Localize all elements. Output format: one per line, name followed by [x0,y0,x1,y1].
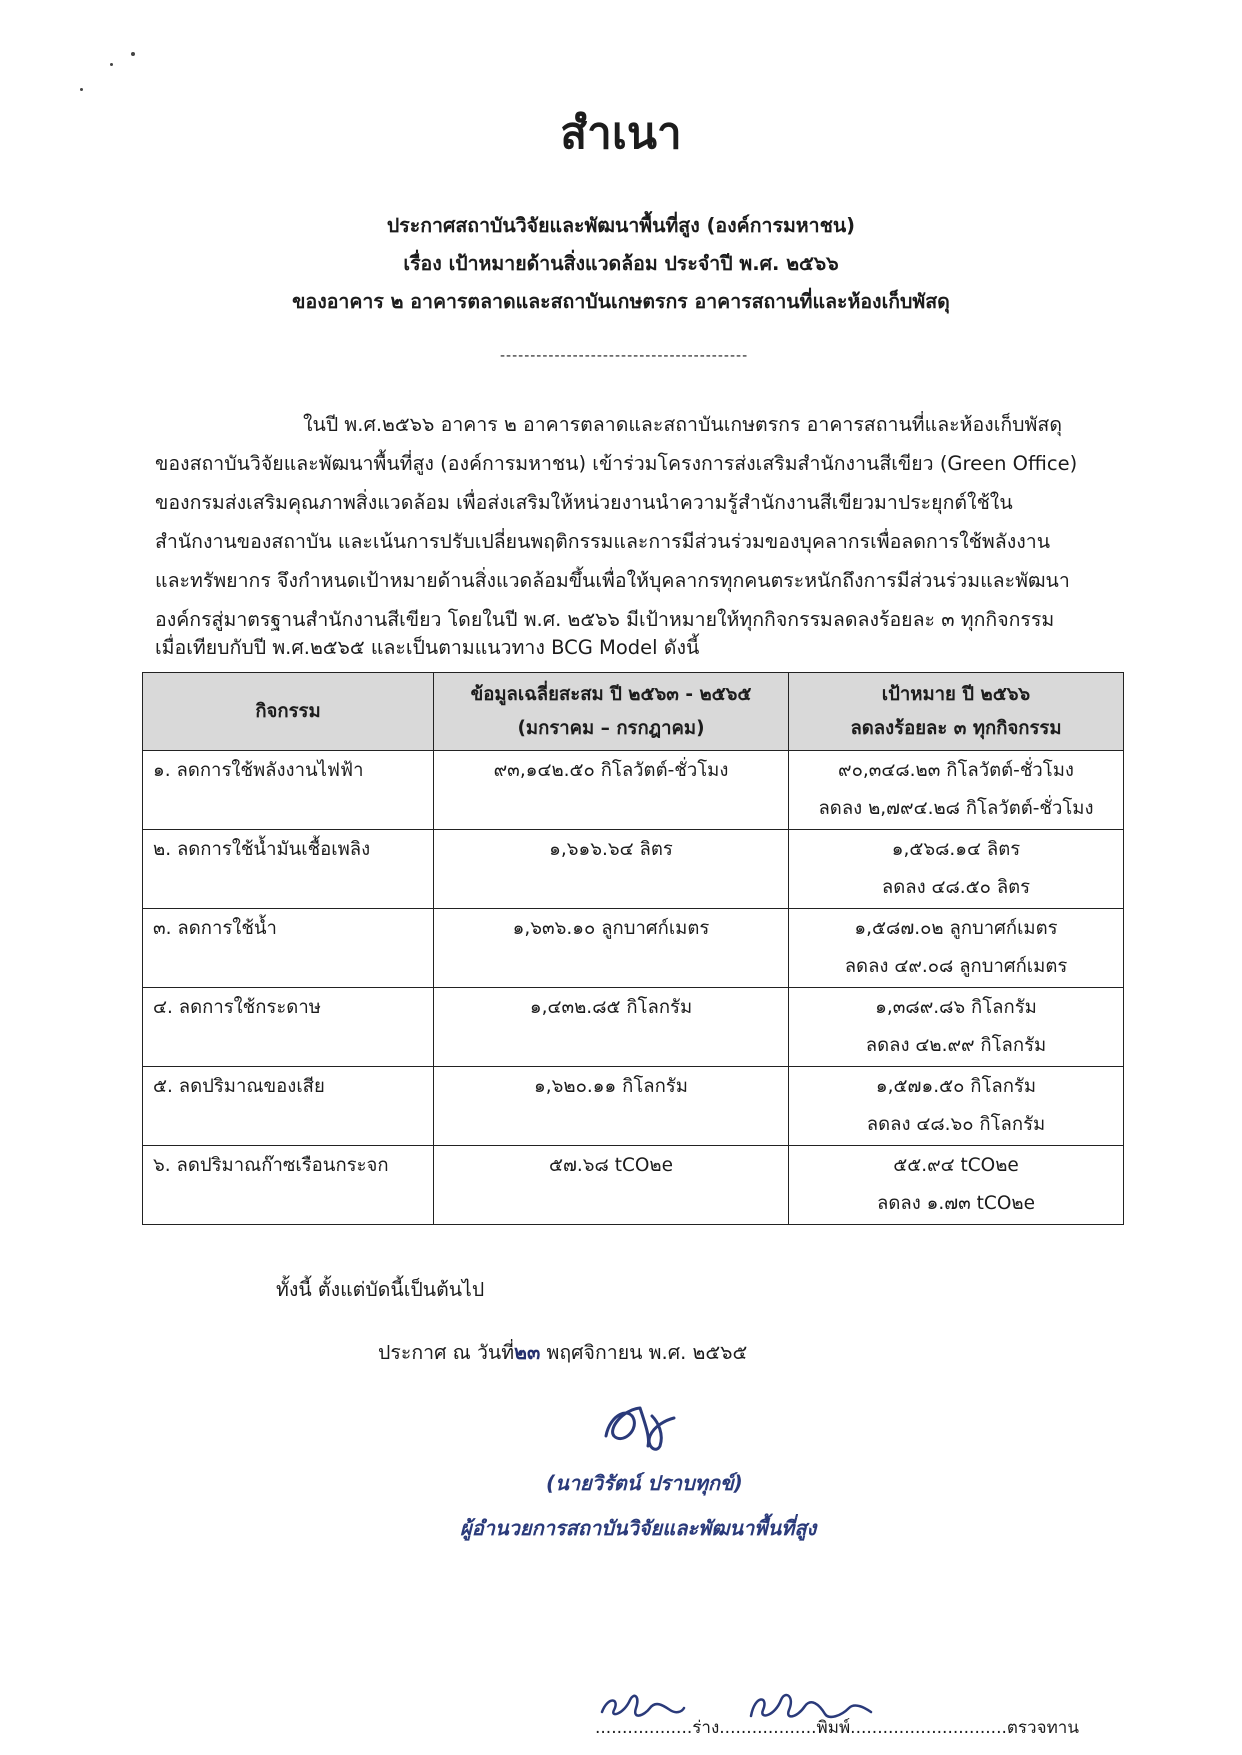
activity-cell: ๖. ลดปริมาณก๊าซเรือนกระจก [143,1146,434,1225]
heading-line-1: ประกาศสถาบันวิจัยและพัฒนาพื้นที่สูง (องค์การมหาชน) [386,214,856,237]
activity-cell: ๓. ลดการใช้น้ำ [143,909,434,988]
reduction-value: ลดลง ๔๘.๖๐ กิโลกรัม [866,1114,1046,1135]
activity-cell: ๒. ลดการใช้น้ำมันเชื้อเพลิง [143,830,434,909]
separator-line: ----------------------------------------- [500,348,749,364]
reduction-value: ลดลง ๑.๗๓ tCO๒e [877,1193,1035,1214]
announcement-line [378,1337,747,1368]
print-label: พิมพ์ [816,1718,851,1738]
reduction-value: ลดลง ๔๒.๙๙ กิโลกรัม [865,1035,1047,1056]
average-cell: ๙๓,๑๔๒.๕๐ กิโลวัตต์-ชั่วโมง [434,751,789,830]
paragraph-line: สำนักงานของสถาบัน และเน้นการปรับเปลี่ยนพฤติกรรมและการมีส่วนร่วมของบุคลากรเพื่อลดการใช้พลังงาน [155,530,1051,553]
header-target-line-1: เป้าหมาย ปี ๒๕๖๖ [881,683,1031,705]
check-dots: ............................. [850,1718,1007,1738]
header-average-line-2: (มกราคม – กรกฎาคม) [517,717,705,739]
document-title: สำเนา [560,108,682,159]
check-label: ตรวจทาน [1006,1718,1079,1738]
announcement-suffix: พฤศจิกายน พ.ศ. ๒๕๖๕ [546,1341,748,1364]
table-row [143,909,1124,988]
targets-table [142,672,1124,1225]
signature-scribble [600,1396,680,1458]
paragraph-line: ในปี พ.ศ.๒๕๖๖ อาคาร ๒ อาคารตลาดและสถาบันเกษตรกร อาคารสถานที่และห้องเก็บพัสดุ [303,413,1062,436]
target-cell [789,1067,1124,1146]
announcement-prefix: ประกาศ ณ วันที่ [378,1341,515,1364]
average-cell: ๑,๔๓๒.๘๕ กิโลกรัม [434,988,789,1067]
average-cell: ๕๗.๖๘ tCO๒e [434,1146,789,1225]
paragraph-line: ของกรมส่งเสริมคุณภาพสิ่งแวดล้อม เพื่อส่งเสริมให้หน่วยงานนำความรู้สำนักงานสีเขียวมาประยุกต์ใช้ใน [155,491,1013,514]
paragraph-line: เมื่อเทียบกับปี พ.ศ.๒๕๖๕ และเป็นตามแนวทาง BCG Model ดังนี้ [155,636,700,659]
print-dots: .................. [719,1718,817,1738]
scan-speck [80,88,83,91]
header-target [789,673,1124,751]
draft-dots: .................. [595,1718,693,1738]
table-row [143,1146,1124,1225]
closing-text: ทั้งนี้ ตั้งแต่บัดนี้เป็นต้นไป [276,1278,485,1301]
header-average-line-1: ข้อมูลเฉลี่ยสะสม ปี ๒๕๖๓ - ๒๕๖๕ [470,683,752,705]
target-cell [789,988,1124,1067]
paragraph-line: และทรัพยากร จึงกำหนดเป้าหมายด้านสิ่งแวดล้อมขึ้นเพื่อให้บุคลากรทุกคนตระหนักถึงการมีส่วนร่วมและพัฒนา [155,569,1070,592]
activity-cell: ๔. ลดการใช้กระดาษ [143,988,434,1067]
table-row [143,1067,1124,1146]
draft-label: ร่าง [692,1718,720,1738]
target-value: ๑,๓๘๙.๘๖ กิโลกรัม [875,997,1037,1018]
average-cell: ๑,๖๑๖.๖๔ ลิตร [434,830,789,909]
target-value: ๑,๕๘๗.๐๒ ลูกบาศก์เมตร [854,918,1058,939]
paragraph-line: ของสถาบันวิจัยและพัฒนาพื้นที่สูง (องค์การมหาชน) เข้าร่วมโครงการส่งเสริมสำนักงานสีเขียว (Green Office) [155,452,1078,475]
table-row [143,830,1124,909]
average-cell: ๑,๖๒๐.๑๑ กิโลกรัม [434,1067,789,1146]
target-cell [789,1146,1124,1225]
table-header-row [143,673,1124,751]
signatory-position: ผู้อำนวยการสถาบันวิจัยและพัฒนาพื้นที่สูง [460,1516,817,1540]
target-value: ๑,๕๗๑.๕๐ กิโลกรัม [875,1076,1037,1097]
header-target-line-2: ลดลงร้อยละ ๓ ทุกกิจกรรม [850,717,1062,739]
footer-approval-line [595,1714,1079,1741]
activity-cell: ๑. ลดการใช้พลังงานไฟฟ้า [143,751,434,830]
target-cell [789,751,1124,830]
table-row [143,988,1124,1067]
signatory-name: (นายวิรัตน์ ปราบทุกข์) [546,1471,743,1495]
reduction-value: ลดลง ๔๘.๕๐ ลิตร [881,877,1031,898]
scan-speck [131,52,135,56]
target-value: ๙๐,๓๔๘.๒๓ กิโลวัตต์-ชั่วโมง [838,760,1074,781]
target-cell [789,830,1124,909]
target-cell [789,909,1124,988]
scan-speck [110,63,113,66]
announcement-day: ๒๓ [514,1341,541,1364]
reduction-value: ลดลง ๒,๗๙๔.๒๘ กิโลวัตต์-ชั่วโมง [818,798,1094,819]
reduction-value: ลดลง ๔๙.๐๘ ลูกบาศก์เมตร [844,956,1068,977]
header-average [434,673,789,751]
target-value: ๕๕.๙๔ tCO๒e [893,1155,1019,1176]
target-value: ๑,๕๖๘.๑๔ ลิตร [891,839,1021,860]
paragraph-line: องค์กรสู่มาตรฐานสำนักงานสีเขียว โดยในปี พ.ศ. ๒๕๖๖ มีเป้าหมายให้ทุกกิจกรรมลดลงร้อยละ ๓ ทุกกิจกรรม [155,608,1055,631]
average-cell: ๑,๖๓๖.๑๐ ลูกบาศก์เมตร [434,909,789,988]
activity-cell: ๕. ลดปริมาณของเสีย [143,1067,434,1146]
header-activity: กิจกรรม [143,673,434,751]
table-row [143,751,1124,830]
heading-line-3: ของอาคาร ๒ อาคารตลาดและสถาบันเกษตรกร อาคารสถานที่และห้องเก็บพัสดุ [292,290,950,313]
heading-line-2: เรื่อง เป้าหมายด้านสิ่งแวดล้อม ประจำปี พ.ศ. ๒๕๖๖ [403,252,839,275]
